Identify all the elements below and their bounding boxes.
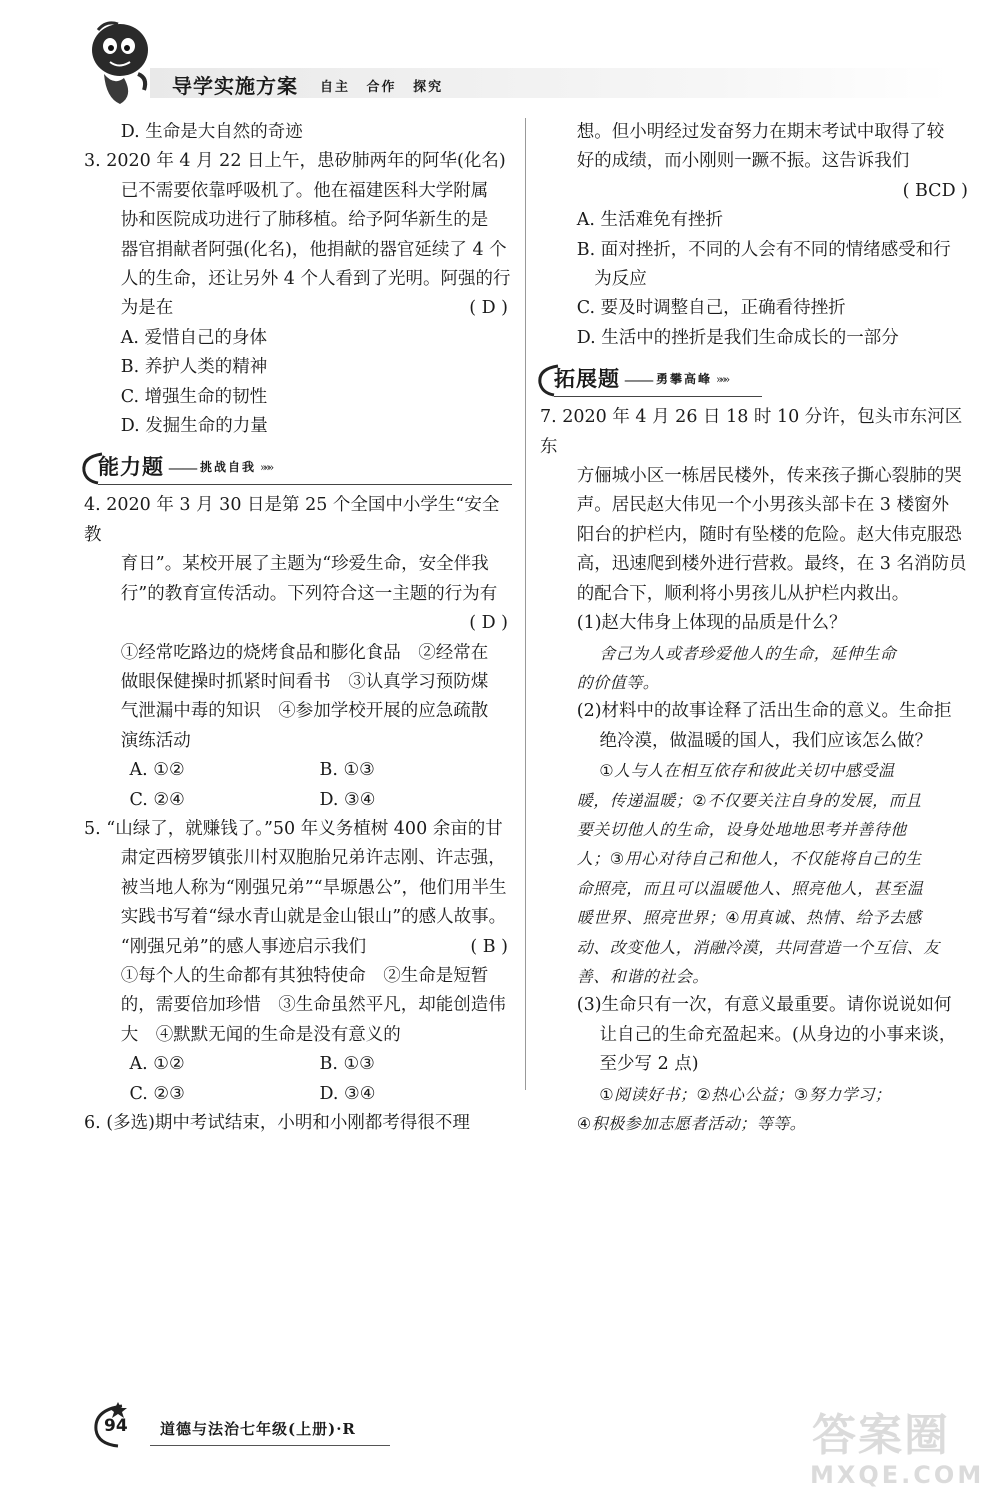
q4-line: 育日”。某校开展了主题为“珍爱生命，安全伴我: [120, 554, 489, 575]
q6-option-c: C. 要及时调整自己，正确看待挫折: [576, 298, 846, 319]
q4-answer: ( D ): [469, 613, 508, 634]
q7-line: 声。居民赵大伟见一个小男孩头部卡在 3 楼窗外: [576, 495, 950, 516]
q6-option-a: A. 生活难免有挫折: [576, 210, 724, 231]
q6-option-b-cont: 为反应: [594, 269, 647, 290]
column-divider: [525, 118, 526, 1090]
q7-sub2: (2)材料中的故事诠释了活出生命的意义。生命拒: [576, 701, 952, 722]
q7-answer3: ①阅读好书；②热心公益；③努力学习；: [599, 1084, 892, 1104]
book-title: 道德与法治七年级(上册)·R: [160, 1420, 356, 1438]
page-header: [0, 0, 1000, 120]
q6-continued: 好的成绩，而小刚则一蹶不振。这告诉我们: [576, 151, 910, 172]
q6-continued: 想。但小明经过发奋努力在期末考试中取得了较: [576, 122, 945, 142]
q5-line: 被当地人称为“刚强兄弟”“旱塬愚公”，他们用半生: [120, 877, 507, 898]
q3-line: 人的生命，还让另外 4 个人看到了光明。阿强的行: [120, 269, 511, 290]
section-arrows-icon: »»»: [260, 460, 272, 474]
q7-answer2: 动、改变他人，消融冷漠，共同营造一个互信、友: [576, 937, 940, 957]
header-subtitle-3: 探究: [413, 80, 444, 95]
q3-last-line: [84, 294, 512, 323]
q6-option-d: D. 生活中的挫折是我们生命成长的一部分: [576, 327, 899, 348]
question-3: [84, 147, 512, 441]
section-underline: [554, 396, 762, 397]
section-title: 拓展题: [554, 366, 620, 391]
q4-option-b: B. ①③: [319, 760, 375, 781]
q7-line: 7. 2020 年 4 月 26 日 18 时 10 分许，包头市东河区东: [540, 407, 963, 457]
q3-option-d: D. 发掘生命的力量: [120, 416, 268, 437]
section-dash: ——: [624, 369, 652, 389]
q5-body: 大 ④默默无闻的生命是没有意义的: [120, 1024, 401, 1045]
q7-line: 阳台的护栏内，随时有坠楼的危险。赵大伟克服恐: [576, 524, 962, 545]
q5-option-d: D. ③④: [319, 1083, 376, 1104]
q3-option-b: B. 养护人类的精神: [120, 357, 268, 378]
q7-sub3: (3)生命只有一次，有意义最重要。请你说说如何: [576, 995, 952, 1016]
mascot-icon: [84, 16, 162, 108]
q7-sub3: 至少写 2 点): [599, 1054, 699, 1075]
q4-body: 做眼保健操时抓紧时间看书 ③认真学习预防煤: [120, 671, 489, 692]
q5-line: 5. “山绿了，就赚钱了。”50 年义务植树 400 余亩的甘: [84, 818, 503, 839]
q4-option-d: D. ③④: [319, 789, 376, 810]
section-dash: ——: [168, 457, 196, 477]
q5-answer: ( B ): [470, 936, 508, 957]
q5-body: ①每个人的生命都有其独特使命 ②生命是短暂: [120, 965, 489, 986]
section-extension: [540, 359, 972, 399]
q3-stem-end: 为是在: [120, 298, 174, 319]
section-ability: [84, 447, 512, 487]
header-subtitle: [320, 76, 453, 95]
q7-answer1: 舍己为人或者珍爱他人的生命，延伸生命: [599, 643, 897, 663]
q7-answer2: 善、和谐的社会。: [576, 966, 709, 986]
question-4: [84, 491, 512, 814]
section-arc-icon: [534, 363, 564, 397]
question-5: [84, 815, 512, 1109]
header-title: 导学实施方案: [172, 74, 298, 98]
q5-option-c: C. ②③: [129, 1083, 185, 1104]
q4-options-row: [84, 756, 512, 785]
q5-options-row: [84, 1080, 512, 1109]
q3-line: 3. 2020 年 4 月 22 日上午，患矽肺两年的阿华(化名): [84, 151, 506, 172]
watermark: [800, 1395, 995, 1500]
q7-line: 方俪城小区一栋居民楼外，传来孩子撕心裂肺的哭: [576, 466, 962, 487]
q5-line: 肃定西榜罗镇张川村双胞胎兄弟许志刚、许志强，: [120, 848, 506, 869]
q7-line: 高，迅速爬到楼外进行营救。最终，在 3 名消防员: [576, 554, 967, 575]
q4-line: 4. 2020 年 3 月 30 日是第 25 个全国中小学生“安全教: [84, 495, 500, 545]
q4-options-row: [84, 786, 512, 815]
q7-answer2: 暖，传递温暖；②不仅要关注自身的发展，而且: [576, 790, 922, 810]
left-column: [84, 118, 512, 1138]
q5-option-a: A. ①②: [129, 1054, 185, 1075]
question-7: [540, 403, 972, 1138]
q4-body: 演练活动: [120, 730, 191, 751]
section-arrows-icon: »»»: [716, 372, 728, 386]
q5-stem-end: “刚强兄弟”的感人事迹启示我们: [120, 936, 367, 957]
q7-answer2: 暖世界、照亮世界；④用真诚、热情、给予去感: [576, 908, 922, 928]
q7-answer3: ④积极参加志愿者活动；等等。: [576, 1114, 807, 1133]
section-underline: [98, 484, 512, 485]
q6-answer: ( BCD ): [902, 180, 968, 201]
header-subtitle-2: 合作: [366, 80, 397, 95]
watermark-text: 答案圈: [812, 1410, 950, 1461]
q4-option-a: A. ①②: [129, 760, 185, 781]
q6-start: 6. (多选)期中考试结束，小明和小刚都考得很不理: [84, 1113, 470, 1133]
right-column: [540, 118, 972, 1138]
q4-body: ①经常吃路边的烧烤食品和膨化食品 ②经常在: [120, 642, 489, 663]
q7-answer2: ①人与人在相互依存和彼此关切中感受温: [599, 761, 895, 781]
q7-line: 的配合下，顺利将小男孩儿从护栏内救出。: [576, 583, 910, 604]
q4-body: 气泄漏中毒的知识 ④参加学校开展的应急疏散: [120, 701, 489, 722]
q3-line: 器官捐献者阿强(化名)，他捐献的器官延续了 4 个: [120, 239, 507, 260]
q7-sub1: (1)赵大伟身上体现的品质是什么？: [576, 613, 847, 634]
q6-option-b: B. 面对挫折，不同的人会有不同的情绪感受和行: [576, 239, 951, 260]
q4-line: 行”的教育宣传活动。下列符合这一主题的行为有: [120, 583, 498, 604]
q7-sub2: 绝冷漠，做温暖的国人，我们应该怎么做？: [599, 730, 932, 751]
q2-option-d: D. 生命是大自然的奇迹: [120, 122, 303, 142]
q7-answer2: 人；③用心对待自己和他人，不仅能将自己的生: [576, 849, 922, 869]
footer-underline: [150, 1445, 390, 1446]
q5-last-line: [84, 933, 512, 962]
q3-option-a: A. 爱惜自己的身体: [120, 327, 268, 348]
q7-answer1: 的价值等。: [576, 672, 660, 692]
section-subtitle: 勇攀高峰: [656, 371, 713, 386]
q7-answer2: 命照亮，而且可以温暖他人、照亮他人，甚至温: [576, 878, 924, 898]
watermark-url: MXQE.COM: [810, 1461, 985, 1489]
page-number: 94: [104, 1416, 128, 1436]
q3-option-c: C. 增强生命的韧性: [120, 386, 268, 407]
q5-line: 实践书写着“绿水青山就是金山银山”的感人故事。: [120, 907, 507, 928]
q4-option-c: C. ②④: [129, 789, 185, 810]
section-title: 能力题: [98, 454, 164, 479]
q5-options-row: [84, 1050, 512, 1079]
section-subtitle: 挑战自我: [200, 459, 257, 474]
q7-sub3: 让自己的生命充盈起来。(从身边的小事来谈，: [599, 1024, 957, 1045]
q5-option-b: B. ①③: [319, 1054, 375, 1075]
header-subtitle-1: 自主: [320, 80, 351, 95]
q3-line: 已不需要依靠呼吸机了。他在福建医科大学附属: [120, 180, 489, 201]
q3-line: 协和医院成功进行了肺移植。给予阿华新生的是: [120, 210, 489, 231]
section-arc-icon: [78, 451, 108, 485]
q7-answer2: 要关切他人的生命，设身处地地思考并善待他: [576, 819, 907, 839]
q3-answer: ( D ): [469, 298, 508, 319]
q5-body: 的，需要倍加珍惜 ③生命虽然平凡，却能创造伟: [120, 995, 506, 1016]
